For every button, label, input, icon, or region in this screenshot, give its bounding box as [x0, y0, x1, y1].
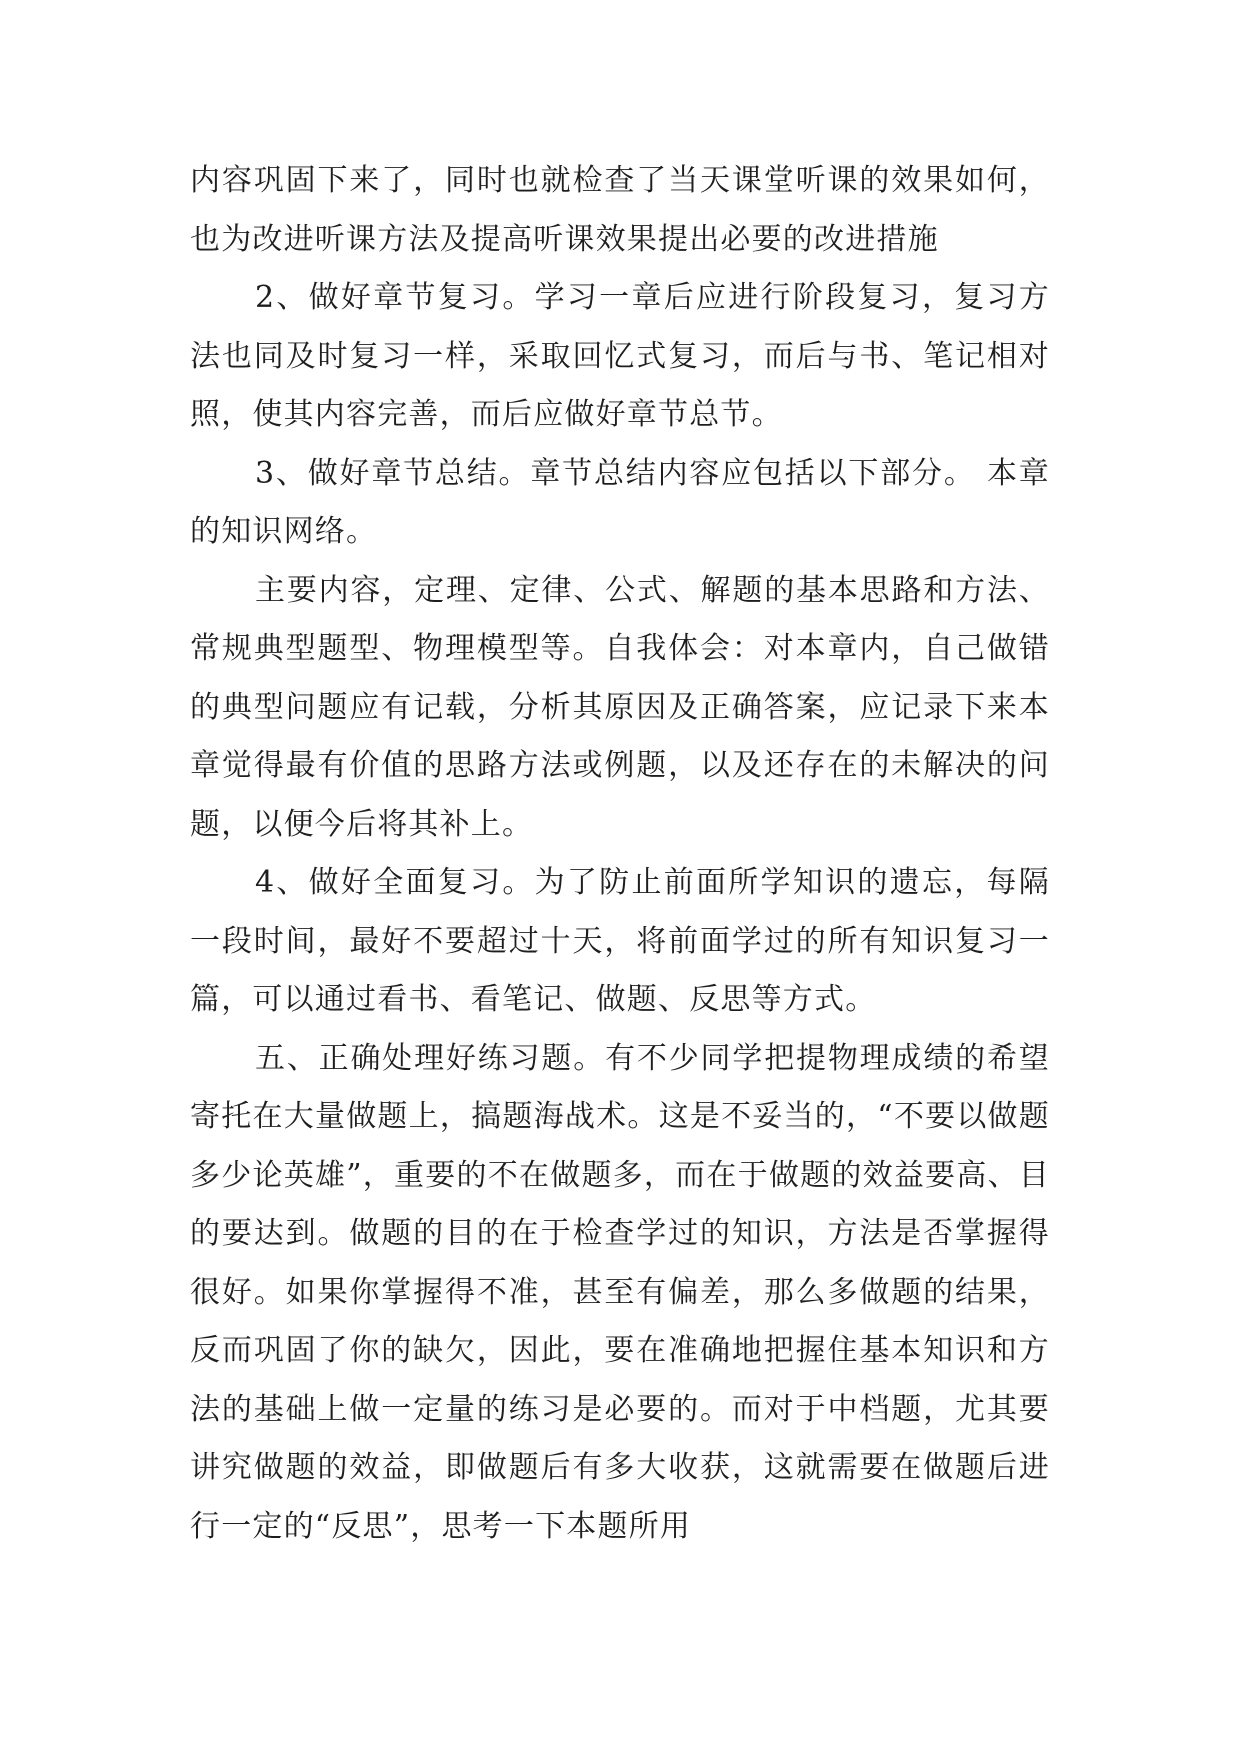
paragraph-exercises: 五、正确处理好练习题。有不少同学把提物理成绩的希望寄托在大量做题上，搞题海战术。这是不妥当的，“不要以做题多少论英雄”，重要的不在做题多，而在于做题的效益要高、目的要达到。做题的目的在于检查学过的知识，方法是否掌握得很好。如果你掌握得不准，甚至有偏差，那么多做题的结果，反而巩固了你的缺欠，因此，要在准确地把握住基本知识和方法的基础上做一定量的练习是必要的。而对于中档题，尤其要讲究做题的效益，即做题后有多大收获，这就需要在做题后进行一定的“反思”，思考一下本题所用 [190, 1040, 1050, 1544]
paragraph-continuation: 内容巩固下来了，同时也就检查了当天课堂听课的效果如何，也为改进听课方法及提高听课效果提出必要的改进措施 [190, 163, 1050, 257]
paragraph-chapter-summary: 3、做好章节总结。章节总结内容应包括以下部分。 本章的知识网络。 [190, 455, 1050, 549]
document-body [190, 152, 1050, 1556]
paragraph-chapter-review: 2、做好章节复习。学习一章后应进行阶段复习，复习方法也同及时复习一样，采取回忆式复习，而后与书、笔记相对照，使其内容完善，而后应做好章节总节。 [190, 280, 1050, 432]
paragraph-main-content: 主要内容，定理、定律、公式、解题的基本思路和方法、常规典型题型、物理模型等。自我体会：对本章内，自己做错的典型问题应有记载，分析其原因及正确答案，应记录下来本章觉得最有价值的思路方法或例题，以及还存在的未解决的问题，以便今后将其补上。 [190, 572, 1050, 842]
paragraph-full-review: 4、做好全面复习。为了防止前面所学知识的遗忘，每隔一段时间，最好不要超过十天，将前面学过的所有知识复习一篇，可以通过看书、看笔记、做题、反思等方式。 [190, 865, 1050, 1017]
